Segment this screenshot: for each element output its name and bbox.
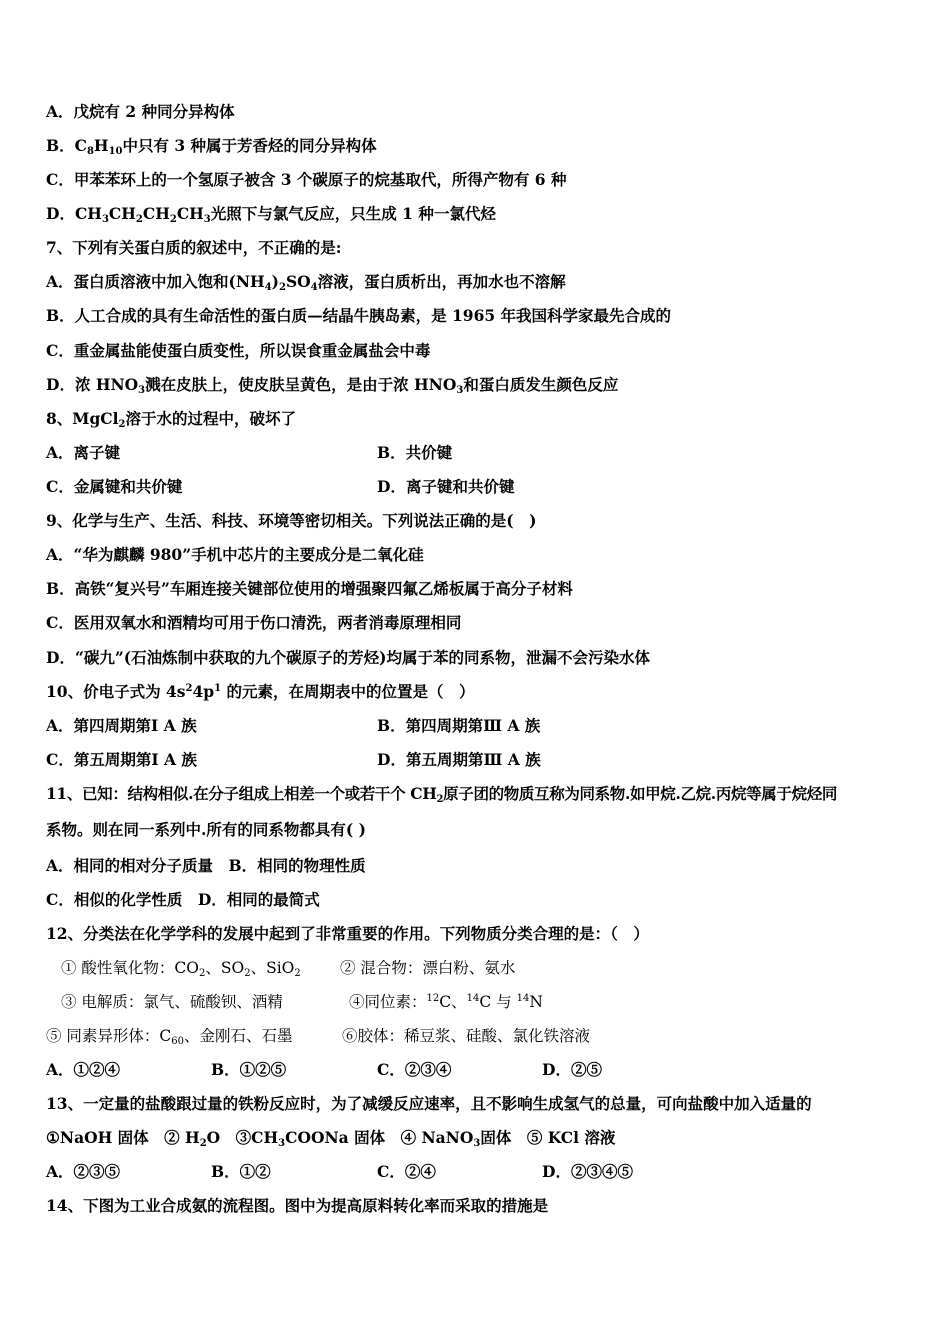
q12-option-a: A．①②④ (46, 1060, 121, 1079)
q13-option-c: C．②④ (377, 1162, 436, 1181)
q12-option-c: C．②③④ (377, 1060, 452, 1079)
q7-stem: 7、下列有关蛋白质的叙述中，不正确的是: (46, 238, 342, 257)
q12-stem: 12、分类法在化学学科的发展中起到了非常重要的作用。下列物质分类合理的是：（ ） (46, 924, 649, 943)
q9-option-d: D．“碳九”(石油炼制中获取的九个碳原子的芳烃)均属于苯的同系物，泄漏不会污染水体 (46, 648, 650, 667)
q9-option-b: B．高铁“复兴号”车厢连接关键部位使用的增强聚四氟乙烯板属于高分子材料 (46, 579, 573, 598)
q14-stem: 14、下图为工业合成氨的流程图。图中为提高原料转化率而采取的措施是 (46, 1196, 549, 1215)
q11-options-cd: C．相似的化学性质 D．相同的最简式 (46, 890, 320, 909)
q8-option-a: A．离子键 (46, 443, 121, 462)
q13-stem: 13、一定量的盐酸跟过量的铁粉反应时，为了减缓反应速率，且不影响生成氢气的总量，可向盐酸中加入适量的 (46, 1094, 812, 1113)
q10-options-ab (46, 715, 916, 737)
q7-option-b: B．人工合成的具有生命活性的蛋白质—结晶牛胰岛素，是 1965 年我国科学家最先合成的 (46, 306, 672, 325)
q11-stem-line2: 系物。则在同一系列中.所有的同系物都具有( ) (46, 820, 366, 839)
q6-option-c: C．甲苯苯环上的一个氢原子被含 3 个碳原子的烷基取代，所得产物有 6 种 (46, 170, 567, 189)
q10-options-cd (46, 749, 916, 771)
q8-option-b: B．共价键 (377, 443, 453, 462)
q6-option-d: D．$CH_3CH_2CH_2CH_3$光照下与氯气反应，只生成 1 种一氯代烃 (46, 204, 496, 225)
q10-option-d: D．第五周期第Ⅲ A 族 (377, 750, 541, 769)
q12-option-b: B．①②⑤ (211, 1060, 287, 1079)
q8-option-d: D．离子键和共价键 (377, 477, 515, 496)
q12-items-row2 (46, 991, 916, 1013)
q6-option-a: A．戊烷有 2 种同分异构体 (46, 102, 235, 121)
q8-stem: 8、MgCl$_2$溶于水的过程中，破坏了 (46, 409, 296, 430)
q8-options-ab (46, 442, 916, 464)
q13-option-a: A．②③⑤ (46, 1162, 121, 1181)
q12-items-row1 (46, 957, 916, 979)
q12-items-row3 (46, 1025, 916, 1047)
q10-option-c: C．第五周期第Ⅰ A 族 (46, 750, 197, 769)
q12-item-5: ⑤ 同素异形体：$C_{60}$、金刚石、石墨 (46, 1027, 293, 1047)
q11-stem: 11、已知：结构相似.在分子组成上相差一个或若干个 $CH_2$原子团的物质互称为同系物.如甲烷.乙烷.丙烷等属于烷烃同 (46, 784, 838, 805)
q12-item-1: ① 酸性氧化物：$CO_2$、$SO_2$、SiO$_2$ (61, 959, 301, 979)
q7-option-c: C．重金属盐能使蛋白质变性，所以误食重金属盐会中毒 (46, 341, 431, 360)
q13-options (46, 1161, 916, 1183)
q10-option-b: B．第四周期第Ⅲ A 族 (377, 716, 541, 735)
q6-option-b: B．$C_8H_{10}$中只有 3 种属于芳香烃的同分异构体 (46, 136, 377, 157)
q12-options (46, 1059, 916, 1081)
q13-option-b: B．①② (211, 1162, 271, 1181)
q10-option-a: A．第四周期第Ⅰ A 族 (46, 716, 197, 735)
q9-option-a: A．“华为麒麟 980”手机中芯片的主要成分是二氧化硅 (46, 545, 424, 564)
q9-option-c: C．医用双氧水和酒精均可用于伤口清洗，两者消毒原理相同 (46, 613, 462, 632)
q12-item-2: ② 混合物：漂白粉、氨水 (340, 959, 516, 977)
q12-item-3: ③ 电解质：氯气、硫酸钡、酒精 (61, 993, 283, 1011)
q13-option-d: D．②③④⑤ (542, 1162, 633, 1181)
q7-option-a: A．蛋白质溶液中加入饱和$(NH_4)_2SO_4$溶液，蛋白质析出，再加水也不溶解 (46, 272, 566, 293)
q8-options-cd (46, 476, 916, 498)
q7-option-d: D．浓 $HNO_3$溅在皮肤上，使皮肤呈黄色，是由于浓 $HNO_3$和蛋白质发生颜色反应 (46, 375, 619, 396)
q12-option-d: D．②⑤ (542, 1060, 602, 1079)
q10-stem: 10、价电子式为 $4s^24p^1$ 的元素，在周期表中的位置是（ ） (46, 682, 475, 701)
q13-reagents: ①NaOH 固体 ② $H_2O$ $③CH_3COONa$ 固体 ④ NaNO$_3$固体 ⑤ KCl 溶液 (46, 1128, 616, 1149)
q12-item-4: ④同位素：$^{12}$C、$^{14}$C 与 $^{14}$N (349, 993, 543, 1011)
q12-item-6: ⑥胶体：稀豆浆、硅酸、氯化铁溶液 (342, 1027, 591, 1045)
q11-options-ab: A．相同的相对分子质量 B．相同的物理性质 (46, 856, 366, 875)
q9-stem: 9、化学与生产、生活、科技、环境等密切相关。下列说法正确的是( ) (46, 511, 537, 530)
q8-option-c: C．金属键和共价键 (46, 477, 183, 496)
